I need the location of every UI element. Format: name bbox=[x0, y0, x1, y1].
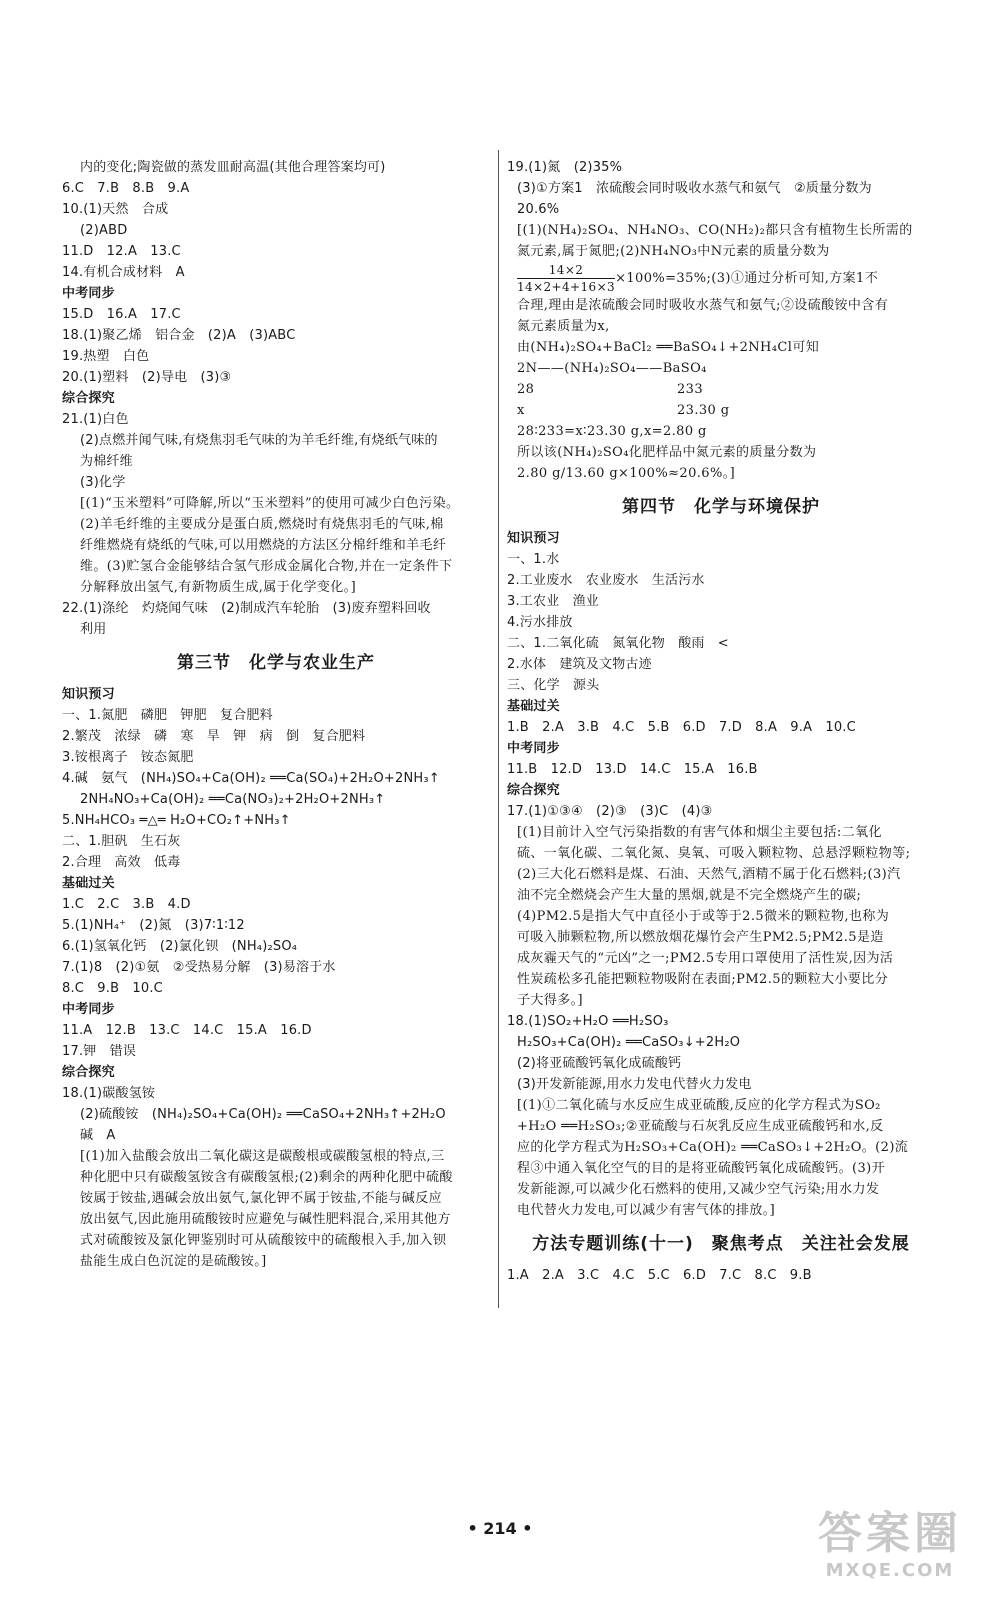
answer-line: 子大得多。] bbox=[517, 993, 583, 1008]
answer-line: 20.(1)塑料 (2)导电 (3)③ bbox=[62, 370, 232, 385]
answer-line: 一、1.氮肥 磷肥 钾肥 复合肥料 bbox=[62, 708, 273, 723]
answer-line: 中考同步 bbox=[62, 1002, 115, 1017]
left-answers-section3 bbox=[62, 684, 490, 1272]
answer-line: 分解释放出氢气,有新物质生成,属于化学变化。] bbox=[80, 580, 357, 595]
answer-line: 油不完全燃烧会产生大量的黑烟,就是不完全燃烧产生的碳; bbox=[517, 888, 862, 903]
answer-line: 20.6% bbox=[517, 202, 560, 217]
answer-line: 中考同步 bbox=[62, 286, 115, 301]
section-title-4: 第四节 化学与环境保护 bbox=[622, 497, 820, 517]
answer-line: 二、1.胆矾 生石灰 bbox=[62, 834, 181, 849]
answer-line: [(1)①二氧化硫与水反应生成亚硫酸,反应的化学方程式为SO₂ bbox=[517, 1098, 881, 1113]
fraction bbox=[517, 262, 615, 295]
answer-line: 11.D 12.A 13.C bbox=[62, 244, 181, 259]
answer-line: 所以该(NH₄)₂SO₄化肥样品中氮元素的质量分数为 bbox=[517, 445, 817, 460]
answer-line: 氮元素,属于氮肥;(2)NH₄NO₃中N元素的质量分数为 bbox=[517, 244, 830, 259]
answer-line: +H₂O ══H₂SO₃;②亚硫酸与石灰乳反应生成亚硫酸钙和水,反 bbox=[517, 1119, 884, 1134]
page-number: • 214 • bbox=[467, 1519, 533, 1538]
answer-line: (2)将亚硫酸钙氧化成硫酸钙 bbox=[517, 1056, 682, 1071]
fraction-numerator: 14×2 bbox=[517, 262, 615, 279]
answer-line: 1.C 2.C 3.B 4.D bbox=[62, 897, 191, 912]
answer-line: 硫、一氧化碳、二氧化氮、臭氧、可吸入颗粒物、总悬浮颗粒物等; bbox=[517, 846, 911, 861]
answer-line: 18.(1)聚乙烯 铝合金 (2)A (3)ABC bbox=[62, 328, 296, 343]
fraction-denominator: 14×2+4+16×3 bbox=[517, 280, 616, 294]
answer-line: 内的变化;陶瓷做的蒸发皿耐高温(其他合理答案均可) bbox=[80, 160, 386, 175]
answer-line: 17.(1)①③④ (2)③ (3)C (4)③ bbox=[507, 804, 713, 819]
answer-line: 18.(1)SO₂+H₂O ══H₂SO₃ bbox=[507, 1014, 669, 1029]
section-title-3: 第三节 化学与农业生产 bbox=[177, 653, 375, 673]
answer-line: 发新能源,可以减少化石燃料的使用,又减少空气污染;用水力发 bbox=[517, 1182, 880, 1197]
answer-line: 21.(1)白色 bbox=[62, 412, 129, 427]
right-answers-after-calc bbox=[507, 421, 935, 484]
answer-line: 放出氨气,因此施用硫酸铵时应避免与碱性肥料混合,采用其他方 bbox=[80, 1212, 451, 1227]
answer-line: 成灰霾天气的“元凶”之一;PM2.5专用口罩使用了活性炭,因为活 bbox=[517, 951, 894, 966]
answer-line: 28∶233=x∶23.30 g,x=2.80 g bbox=[517, 424, 707, 439]
calc-cell: x bbox=[517, 403, 525, 418]
answer-line: [(1)(NH₄)₂SO₄、NH₄NO₃、CO(NH₂)₂都只含有植物生长所需的 bbox=[517, 223, 913, 238]
answer-line: 6.(1)氢氧化钙 (2)氯化钡 (NH₄)₂SO₄ bbox=[62, 939, 298, 954]
answer-line: (2)点燃并闻气味,有烧焦羽毛气味的为羊毛纤维,有烧纸气味的 bbox=[80, 433, 438, 448]
answer-line: 18.(1)碳酸氢铵 bbox=[62, 1086, 156, 1101]
answer-line: 11.B 12.D 13.D 14.C 15.A 16.B bbox=[507, 762, 758, 777]
right-answers-mid bbox=[507, 295, 935, 358]
answer-line: 可吸入肺颗粒物,所以燃放烟花爆竹会产生PM2.5;PM2.5是造 bbox=[517, 930, 884, 945]
answer-line: 8.C 9.B 10.C bbox=[62, 981, 163, 996]
answer-line: 11.A 12.B 13.C 14.C 15.A 16.D bbox=[62, 1023, 312, 1038]
answer-line: (2)ABD bbox=[80, 223, 128, 238]
answer-line: 综合探究 bbox=[62, 391, 115, 406]
answer-line: 性炭疏松多孔能把颗粒物吸附在表面;PM2.5的颗粒大小要比分 bbox=[517, 972, 889, 987]
calculation-block bbox=[507, 358, 935, 421]
answer-line: 17.钾 错误 bbox=[62, 1044, 137, 1059]
answer-line: 基础过关 bbox=[507, 699, 560, 714]
answer-line: 氮元素质量为x, bbox=[517, 319, 610, 334]
answer-line: 5.(1)NH₄⁺ (2)氮 (3)7∶1∶12 bbox=[62, 918, 245, 933]
answer-line: 2.繁茂 浓绿 磷 寒 旱 钾 病 倒 复合肥料 bbox=[62, 729, 366, 744]
answer-line: [(1)加入盐酸会放出二氧化碳这是碳酸根或碳酸氢根的特点,三 bbox=[80, 1149, 445, 1164]
answer-line: (3)开发新能源,用水力发电代替火力发电 bbox=[517, 1077, 752, 1092]
answer-line: 中考同步 bbox=[507, 741, 560, 756]
answer-line: (2)三大化石燃料是煤、石油、天然气,酒精不属于化石燃料;(3)汽 bbox=[517, 867, 901, 882]
answer-line: 维。(3)贮氢合金能够结合氢气形成金属化合物,并在一定条件下 bbox=[80, 559, 453, 574]
answer-line: 利用 bbox=[80, 622, 107, 637]
answer-line: 知识预习 bbox=[62, 687, 115, 702]
special-training-title: 方法专题训练(十一) 聚焦考点 关注社会发展 bbox=[532, 1234, 910, 1254]
answer-line: 6.C 7.B 8.B 9.A bbox=[62, 181, 190, 196]
answer-line: 5.NH₄HCO₃ ═△═ H₂O+CO₂↑+NH₃↑ bbox=[62, 813, 291, 828]
answer-line: (3)化学 bbox=[80, 475, 126, 490]
answer-line: 由(NH₄)₂SO₄+BaCl₂ ══BaSO₄↓+2NH₄Cl可知 bbox=[517, 340, 820, 355]
left-answers-top bbox=[62, 157, 490, 640]
answer-line: 纤维燃烧有烧纸的气味,可以用燃烧的方法区分棉纤维和羊毛纤 bbox=[80, 538, 447, 553]
answer-line: [(1)目前计入空气污染指数的有害气体和烟尘主要包括:二氧化 bbox=[517, 825, 882, 840]
calc-cell: 23.30 g bbox=[677, 403, 730, 418]
answer-line: 4.污水排放 bbox=[507, 615, 573, 630]
answer-line: (2)羊毛纤维的主要成分是蛋白质,燃烧时有烧焦羽毛的气味,棉 bbox=[80, 517, 444, 532]
answer-line: 1.B 2.A 3.B 4.C 5.B 6.D 7.D 8.A 9.A 10.C bbox=[507, 720, 856, 735]
answer-line: 碱 A bbox=[80, 1128, 116, 1143]
calc-row bbox=[507, 400, 935, 421]
answer-line: 基础过关 bbox=[62, 876, 115, 891]
answer-line: 2NH₄NO₃+Ca(OH)₂ ══Ca(NO₃)₂+2H₂O+2NH₃↑ bbox=[80, 792, 386, 807]
answer-line: 19.(1)氮 (2)35% bbox=[507, 160, 623, 175]
watermark-url: MXQE.COM bbox=[825, 1560, 955, 1581]
answer-line: 综合探究 bbox=[507, 783, 560, 798]
answer-line: 7.(1)8 (2)①氨 ②受热易分解 (3)易溶于水 bbox=[62, 960, 336, 975]
fraction-rest: ×100%=35%;(3)①通过分析可知,方案1不 bbox=[615, 271, 879, 286]
answer-line: 2.水体 建筑及文物古迹 bbox=[507, 657, 652, 672]
answer-line: 知识预习 bbox=[507, 531, 560, 546]
answer-line: (4)PM2.5是指大气中直径小于或等于2.5微米的颗粒物,也称为 bbox=[517, 909, 890, 924]
fraction-line bbox=[507, 262, 935, 295]
left-column bbox=[62, 157, 490, 1272]
answer-line: 10.(1)天然 合成 bbox=[62, 202, 169, 217]
calc-cell: 2N——(NH₄)₂SO₄——BaSO₄ bbox=[517, 361, 707, 376]
answer-line: 2.合理 高效 低毒 bbox=[62, 855, 181, 870]
calc-cell: 28 bbox=[517, 382, 535, 397]
answer-line: 22.(1)涤纶 灼烧闻气味 (2)制成汽车轮胎 (3)废弃塑料回收 bbox=[62, 601, 431, 616]
answer-line: 19.热塑 白色 bbox=[62, 349, 150, 364]
answer-line: 电代替火力发电,可以减少有害气体的排放。] bbox=[517, 1203, 776, 1218]
answer-line: (3)①方案1 浓硫酸会同时吸收水蒸气和氨气 ②质量分数为 bbox=[517, 181, 872, 196]
right-answers-section4 bbox=[507, 528, 935, 1221]
answer-line: 三、化学 源头 bbox=[507, 678, 600, 693]
answer-line: 2.80 g/13.60 g×100%≈20.6%。] bbox=[517, 466, 736, 481]
answer-line: 3.铵根离子 铵态氮肥 bbox=[62, 750, 194, 765]
answer-line: 程③中通入氧化空气的目的是将亚硫酸钙氧化成硫酸钙。(3)开 bbox=[517, 1161, 886, 1176]
answer-line: 种化肥中只有碳酸氢铵含有碳酸氢根;(2)剩余的两种化肥中硫酸 bbox=[80, 1170, 453, 1185]
answer-line: 铵属于铵盐,遇碱会放出氨气,氯化钾不属于铵盐,不能与碱反应 bbox=[80, 1191, 442, 1206]
right-answers-special bbox=[507, 1265, 935, 1286]
column-divider bbox=[498, 150, 499, 1308]
watermark-text: 答案圈 bbox=[818, 1508, 962, 1559]
answer-line: 3.工农业 渔业 bbox=[507, 594, 600, 609]
answer-line: 二、1.二氧化硫 氮氧化物 酸雨 < bbox=[507, 636, 729, 651]
answer-line: 14.有机合成材料 A bbox=[62, 265, 185, 280]
answer-line: 1.A 2.A 3.C 4.C 5.C 6.D 7.C 8.C 9.B bbox=[507, 1268, 812, 1283]
answer-line: 15.D 16.A 17.C bbox=[62, 307, 181, 322]
answer-line: H₂SO₃+Ca(OH)₂ ══CaSO₃↓+2H₂O bbox=[517, 1035, 741, 1050]
answer-line: 合理,理由是浓硫酸会同时吸收水蒸气和氨气;②设硫酸铵中含有 bbox=[517, 298, 889, 313]
answer-line: (2)硫酸铵 (NH₄)₂SO₄+Ca(OH)₂ ══CaSO₄+2NH₃↑+2H₂O bbox=[80, 1107, 446, 1122]
answer-line: [(1)“玉米塑料”可降解,所以“玉米塑料”的使用可减少白色污染。 bbox=[80, 496, 460, 511]
answer-line: 为棉纤维 bbox=[80, 454, 133, 469]
calc-row bbox=[507, 358, 935, 379]
answer-line: 一、1.水 bbox=[507, 552, 560, 567]
answer-line: 应的化学方程式为H₂SO₃+Ca(OH)₂ ══CaSO₃↓+2H₂O。(2)流 bbox=[517, 1140, 909, 1155]
answer-line: 盐能生成白色沉淀的是硫酸铵。] bbox=[80, 1254, 267, 1269]
calc-cell: 233 bbox=[677, 382, 704, 397]
watermark-logo bbox=[810, 1508, 970, 1588]
answer-line: 综合探究 bbox=[62, 1065, 115, 1080]
right-column bbox=[507, 157, 935, 1286]
calc-row bbox=[507, 379, 935, 400]
answer-line: 4.碱 氨气 (NH₄)SO₄+Ca(OH)₂ ══Ca(SO₄)+2H₂O+2NH₃↑ bbox=[62, 771, 440, 786]
right-answers-top bbox=[507, 157, 935, 262]
answer-line: 式对硫酸铵及氯化钾鉴别时可从硫酸铵中的硫酸根入手,加入钡 bbox=[80, 1233, 447, 1248]
answer-line: 2.工业废水 农业废水 生活污水 bbox=[507, 573, 705, 588]
